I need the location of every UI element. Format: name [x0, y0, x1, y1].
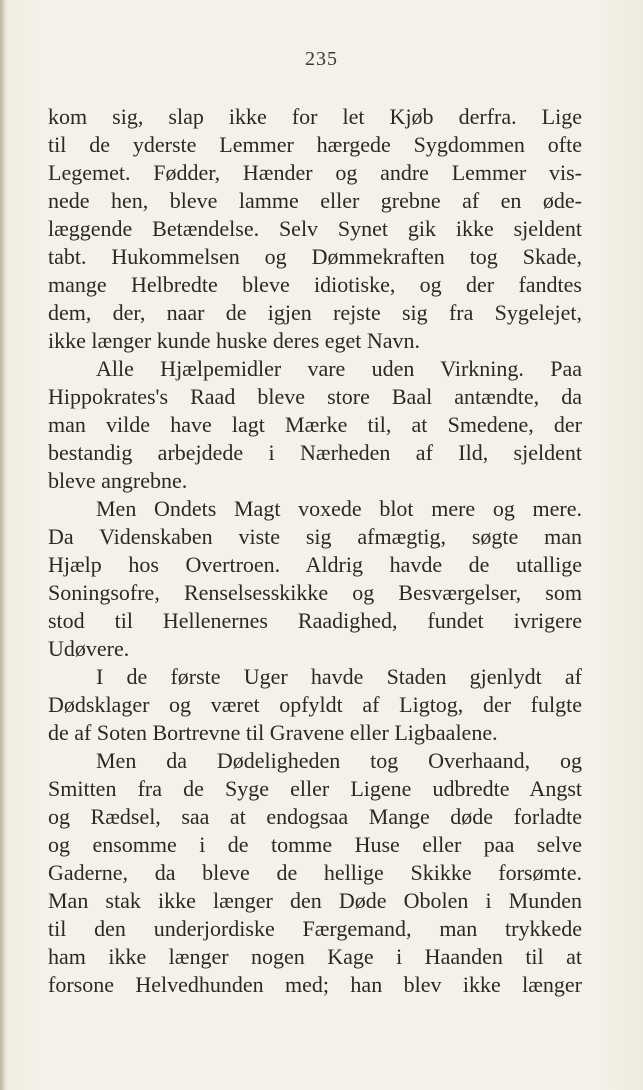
text-line: til de yderste Lemmer hærgede Sygdommen ofte: [48, 132, 582, 157]
text-line: forsone Helvedhunden med; han blev ikke længer: [48, 972, 582, 997]
text-line: Da Videnskaben viste sig afmægtig, søgte man: [48, 524, 582, 549]
spine-shadow: [0, 0, 6, 1090]
text-line: Man stak ikke længer den Døde Obolen i Munden: [48, 888, 582, 913]
text-line: dem, der, naar de igjen rejste sig fra Sygelejet,: [48, 300, 582, 325]
page-number: 235: [305, 48, 338, 70]
text-line: Gaderne, da bleve de hellige Skikke forsømte.: [48, 860, 582, 885]
text-line: I de første Uger havde Staden gjenlydt af: [96, 664, 582, 689]
text-line: bestandig arbejdede i Nærheden af Ild, sjeldent: [48, 440, 582, 465]
text-line: Alle Hjælpemidler vare uden Virkning. Paa: [96, 356, 582, 381]
text-line: mange Helbredte bleve idiotiske, og der fandtes: [48, 272, 582, 297]
text-line: læggende Betændelse. Selv Synet gik ikke sjeldent: [48, 216, 582, 241]
text-line: tabt. Hukommelsen og Dømmekraften tog Skade,: [48, 244, 582, 269]
text-line: kom sig, slap ikke for let Kjøb derfra. Lige: [48, 104, 582, 129]
text-line: nede hen, bleve lamme eller grebne af en øde-: [48, 188, 582, 213]
text-line: Men da Dødeligheden tog Overhaand, og: [96, 748, 582, 773]
text-line: Udøvere.: [48, 636, 130, 661]
text-line: Soningsofre, Renselsesskikke og Besværgelser, som: [48, 580, 582, 605]
text-line: Hippokrates's Raad bleve store Baal antændte, da: [48, 384, 582, 409]
text-line: de af Soten Bortrevne til Gravene eller Ligbaalene.: [48, 720, 498, 745]
text-line: Hjælp hos Overtroen. Aldrig havde de utallige: [48, 552, 582, 577]
text-line: man vilde have lagt Mærke til, at Smedene, der: [48, 412, 582, 437]
text-line: ham ikke længer nogen Kage i Haanden til at: [48, 944, 582, 969]
text-line: og ensomme i de tomme Huse eller paa selve: [48, 832, 582, 857]
text-line: stod til Hellenernes Raadighed, fundet ivrigere: [48, 608, 582, 633]
text-line: og Rædsel, saa at endogsaa Mange døde forladte: [48, 804, 582, 829]
text-line: Smitten fra de Syge eller Ligene udbredte Angst: [48, 776, 582, 801]
text-line: til den underjordiske Færgemand, man trykkede: [48, 916, 582, 941]
text-line: bleve angrebne.: [48, 468, 188, 493]
text-line: ikke længer kunde huske deres eget Navn.: [48, 328, 421, 353]
body-text: [48, 103, 582, 999]
text-line: Dødsklager og været opfyldt af Ligtog, der fulgte: [48, 692, 582, 717]
text-line: Legemet. Fødder, Hænder og andre Lemmer vis-: [48, 160, 582, 185]
text-line: Men Ondets Magt voxede blot mere og mere.: [96, 496, 582, 521]
